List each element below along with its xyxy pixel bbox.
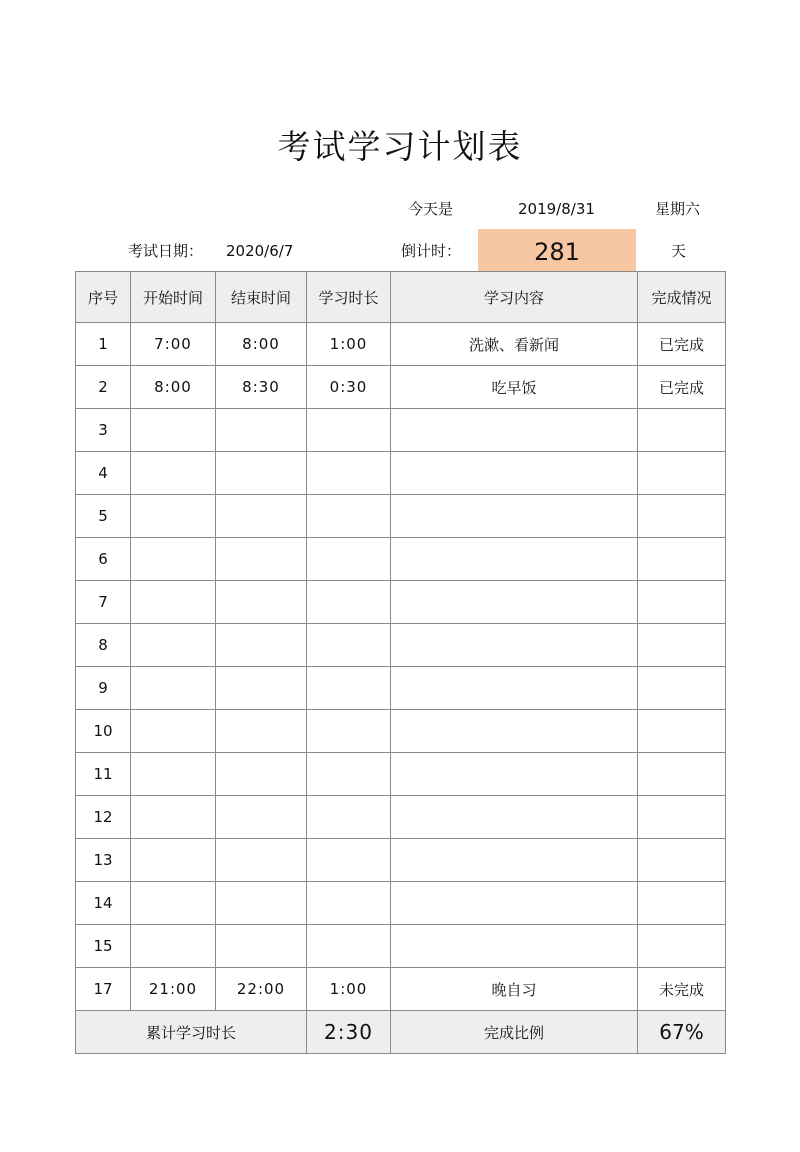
start-time-cell: [131, 495, 216, 538]
table-row: [76, 796, 726, 839]
start-time-cell: [131, 796, 216, 839]
table-row: [76, 323, 726, 366]
completion-ratio-label: 完成比例: [391, 1011, 638, 1054]
table-row: [76, 624, 726, 667]
today-weekday: 星期六: [655, 200, 701, 218]
content-cell: [391, 452, 638, 495]
row-index-cell: 13: [76, 839, 131, 882]
content-cell: [391, 495, 638, 538]
status-cell: [638, 839, 726, 882]
status-cell: [638, 667, 726, 710]
start-time-cell: [131, 409, 216, 452]
status-cell: 未完成: [638, 968, 726, 1011]
table-row: [76, 452, 726, 495]
content-cell: [391, 925, 638, 968]
content-cell: [391, 409, 638, 452]
duration-cell: [307, 796, 391, 839]
duration-cell: [307, 538, 391, 581]
table-row: [76, 366, 726, 409]
content-cell: [391, 581, 638, 624]
row-index-cell: 7: [76, 581, 131, 624]
status-cell: [638, 495, 726, 538]
content-cell: [391, 538, 638, 581]
content-cell: 晚自习: [391, 968, 638, 1011]
exam-date-value: 2020/6/7: [226, 242, 294, 260]
header-content: 学习内容: [391, 272, 638, 323]
header-duration: 学习时长: [307, 272, 391, 323]
content-cell: [391, 624, 638, 667]
table-row: [76, 882, 726, 925]
content-cell: [391, 796, 638, 839]
content-cell: [391, 839, 638, 882]
countdown-label: 倒计时：: [401, 242, 462, 260]
end-time-cell: [216, 925, 307, 968]
today-label: 今天是: [408, 200, 454, 218]
row-index-cell: 17: [76, 968, 131, 1011]
content-cell: 吃早饭: [391, 366, 638, 409]
duration-cell: [307, 839, 391, 882]
header-index: 序号: [76, 272, 131, 323]
start-time-cell: [131, 667, 216, 710]
duration-cell: [307, 452, 391, 495]
summary-row: [76, 1011, 726, 1054]
study-plan-table: [75, 271, 726, 1054]
end-time-cell: [216, 581, 307, 624]
end-time-cell: [216, 753, 307, 796]
end-time-cell: [216, 409, 307, 452]
end-time-cell: 8:00: [216, 323, 307, 366]
table-row: [76, 753, 726, 796]
duration-cell: [307, 581, 391, 624]
start-time-cell: 21:00: [131, 968, 216, 1011]
row-index-cell: 12: [76, 796, 131, 839]
table-row: [76, 538, 726, 581]
duration-cell: [307, 710, 391, 753]
end-time-cell: [216, 796, 307, 839]
duration-cell: 1:00: [307, 323, 391, 366]
start-time-cell: [131, 624, 216, 667]
row-index-cell: 2: [76, 366, 131, 409]
content-cell: [391, 753, 638, 796]
table-row: [76, 925, 726, 968]
table-header-row: [76, 272, 726, 323]
table-row: [76, 495, 726, 538]
row-index-cell: 11: [76, 753, 131, 796]
row-index-cell: 8: [76, 624, 131, 667]
end-time-cell: [216, 495, 307, 538]
status-cell: [638, 409, 726, 452]
row-index-cell: 9: [76, 667, 131, 710]
content-cell: [391, 882, 638, 925]
table-row: [76, 968, 726, 1011]
exam-date-label: 考试日期：: [128, 242, 204, 260]
end-time-cell: [216, 839, 307, 882]
start-time-cell: 8:00: [131, 366, 216, 409]
start-time-cell: [131, 538, 216, 581]
header-end-time: 结束时间: [216, 272, 307, 323]
end-time-cell: [216, 710, 307, 753]
table-row: [76, 581, 726, 624]
duration-cell: [307, 667, 391, 710]
status-cell: 已完成: [638, 323, 726, 366]
start-time-cell: [131, 839, 216, 882]
status-cell: [638, 624, 726, 667]
row-index-cell: 3: [76, 409, 131, 452]
end-time-cell: 22:00: [216, 968, 307, 1011]
countdown-unit: 天: [671, 242, 687, 260]
status-cell: [638, 538, 726, 581]
countdown-days: 281: [478, 229, 636, 271]
start-time-cell: [131, 452, 216, 495]
status-cell: [638, 581, 726, 624]
row-index-cell: 15: [76, 925, 131, 968]
content-cell: 洗漱、看新闻: [391, 323, 638, 366]
total-duration-value: 2:30: [307, 1011, 391, 1054]
row-index-cell: 5: [76, 495, 131, 538]
table-row: [76, 409, 726, 452]
status-cell: [638, 882, 726, 925]
table-row: [76, 839, 726, 882]
row-index-cell: 6: [76, 538, 131, 581]
start-time-cell: [131, 882, 216, 925]
status-cell: [638, 710, 726, 753]
header-start-time: 开始时间: [131, 272, 216, 323]
duration-cell: [307, 409, 391, 452]
start-time-cell: [131, 753, 216, 796]
header-status: 完成情况: [638, 272, 726, 323]
end-time-cell: [216, 624, 307, 667]
end-time-cell: [216, 538, 307, 581]
start-time-cell: [131, 581, 216, 624]
start-time-cell: [131, 710, 216, 753]
page-title: 考试学习计划表: [277, 127, 523, 166]
today-date: 2019/8/31: [518, 200, 595, 218]
duration-cell: [307, 624, 391, 667]
content-cell: [391, 710, 638, 753]
status-cell: [638, 452, 726, 495]
duration-cell: [307, 753, 391, 796]
row-index-cell: 4: [76, 452, 131, 495]
total-duration-label: 累计学习时长: [76, 1011, 307, 1054]
duration-cell: 1:00: [307, 968, 391, 1011]
row-index-cell: 14: [76, 882, 131, 925]
content-cell: [391, 667, 638, 710]
table-row: [76, 710, 726, 753]
row-index-cell: 10: [76, 710, 131, 753]
table-row: [76, 667, 726, 710]
status-cell: [638, 796, 726, 839]
status-cell: [638, 925, 726, 968]
end-time-cell: [216, 452, 307, 495]
end-time-cell: [216, 667, 307, 710]
duration-cell: [307, 882, 391, 925]
duration-cell: 0:30: [307, 366, 391, 409]
completion-ratio-value: 67%: [638, 1011, 726, 1054]
row-index-cell: 1: [76, 323, 131, 366]
end-time-cell: [216, 882, 307, 925]
status-cell: 已完成: [638, 366, 726, 409]
end-time-cell: 8:30: [216, 366, 307, 409]
duration-cell: [307, 925, 391, 968]
duration-cell: [307, 495, 391, 538]
start-time-cell: [131, 925, 216, 968]
start-time-cell: 7:00: [131, 323, 216, 366]
status-cell: [638, 753, 726, 796]
